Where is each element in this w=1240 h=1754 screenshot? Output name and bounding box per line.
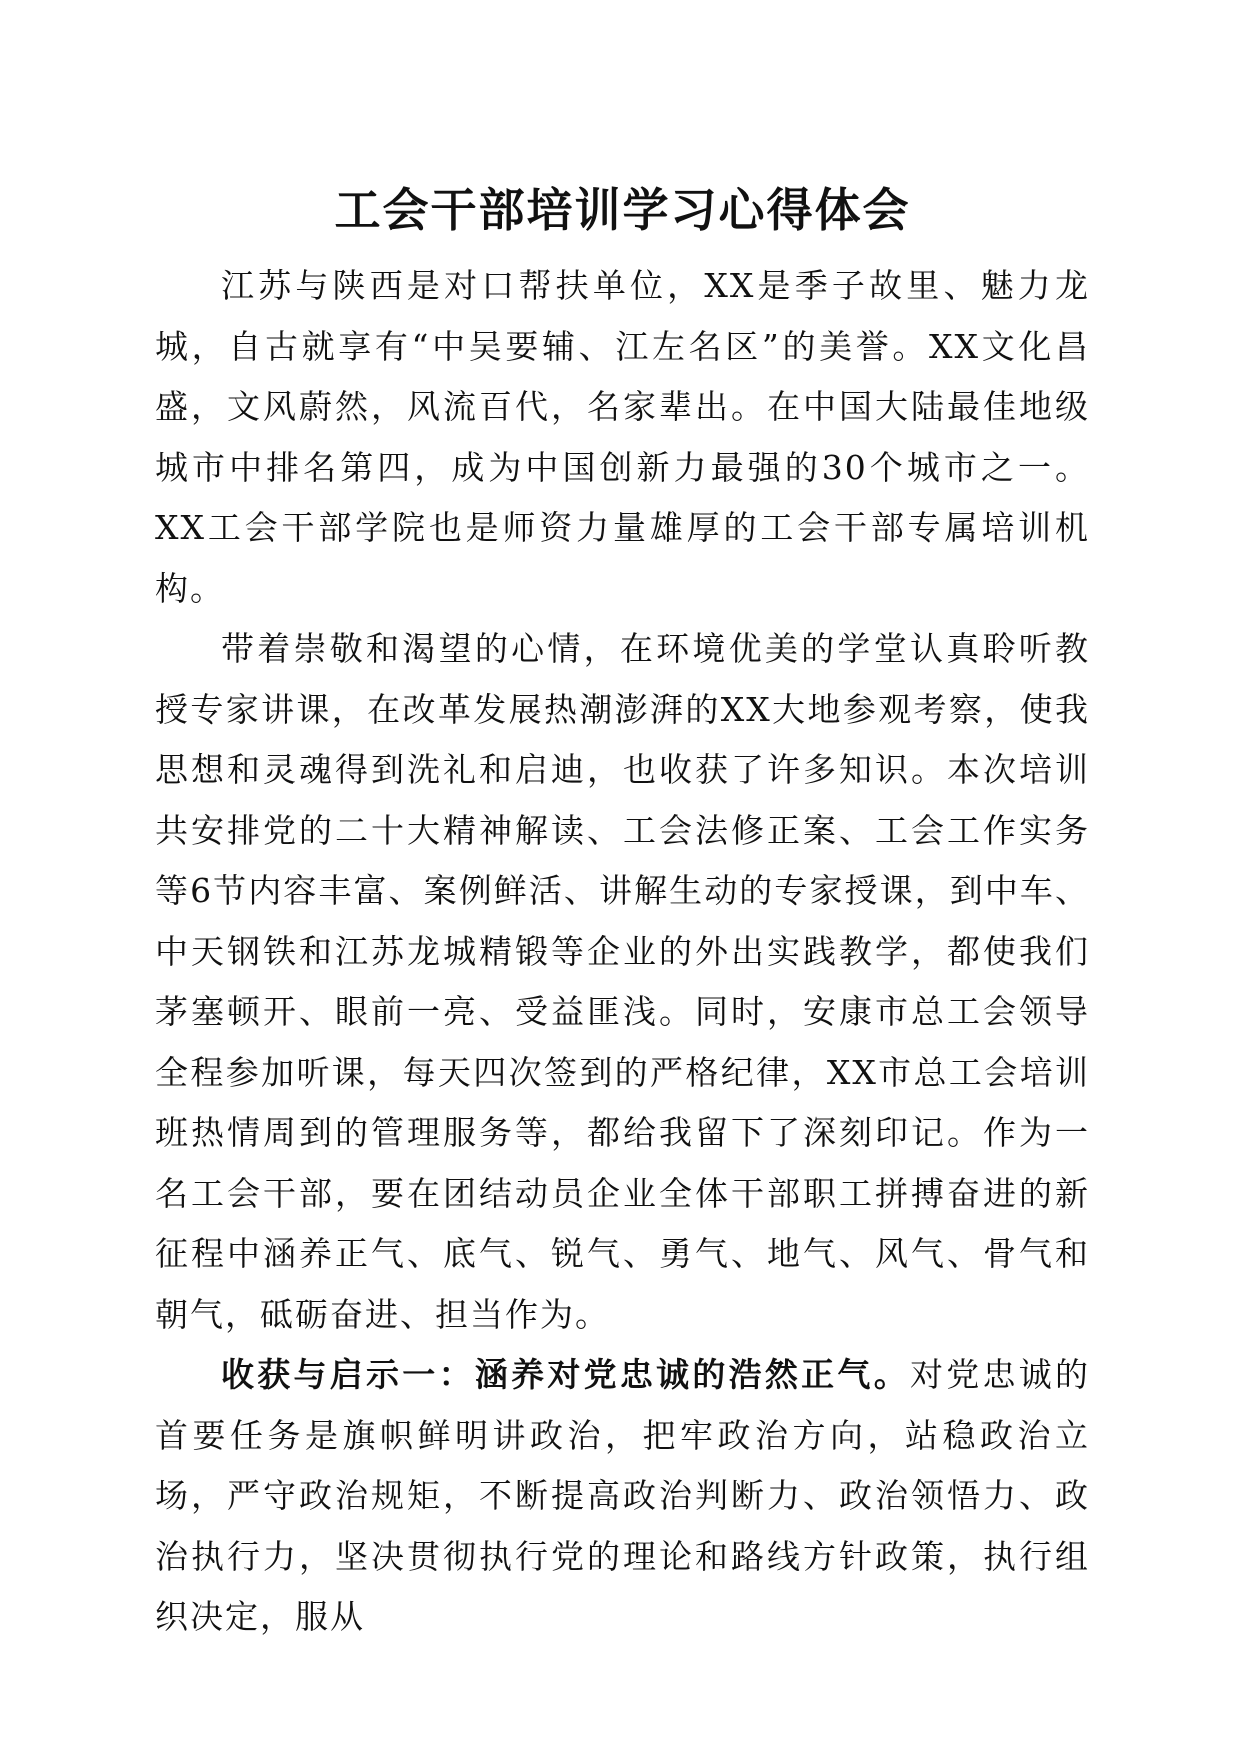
paragraph-lead-heading: 收获与启示一：涵养对党忠诚的浩然正气。 <box>221 1355 910 1394</box>
paragraph-intro <box>155 256 1090 619</box>
paragraph-text: 对党忠诚的首要任务是旗帜鲜明讲政治，把牢政治方向，站稳政治立场，严守政治规矩，不断提高政治判断力、政治领悟力、政治执行力，坚决贯彻执行党的理论和路线方针政策，执行组织决定，服从 <box>155 1355 1091 1636</box>
paragraph-text: 带着崇敬和渴望的心情，在环境优美的学堂认真聆听教授专家讲课，在改革发展热潮澎湃的XX大地参观考察，使我思想和灵魂得到洗礼和启迪，也收获了许多知识。本次培训共安排党的二十大精神解读、工会法修正案、工会工作实务等6节内容丰富、案例鲜活、讲解生动的专家授课，到中车、中天钢铁和江苏龙城精锻等企业的外出实践教学，都使我们茅塞顿开、眼前一亮、受益匪浅。同时，安康市总工会领导全程参加听课，每天四次签到的严格纪律，XX市总工会培训班热情周到的管理服务等，都给我留下了深刻印记。作为一名工会干部，要在团结动员企业全体干部职工拼搏奋进的新征程中涵养正气、底气、锐气、勇气、地气、风气、骨气和朝气，砥砺奋进、担当作为。 <box>155 629 1090 1334</box>
paragraph-text: 江苏与陕西是对口帮扶单位，XX是季子故里、魅力龙城，自古就享有“中吴要辅、江左名区”的美誉。XX文化昌盛，文风蔚然，风流百代，名家辈出。在中国大陆最佳地级城市中排名第四，成为中国创新力最强的30个城市之一。XX工会干部学院也是师资力量雄厚的工会干部专属培训机构。 <box>155 266 1090 608</box>
paragraph-insight-one <box>155 1345 1090 1648</box>
paragraph-training <box>155 619 1090 1345</box>
document-title: 工会干部培训学习心得体会 <box>334 183 911 237</box>
